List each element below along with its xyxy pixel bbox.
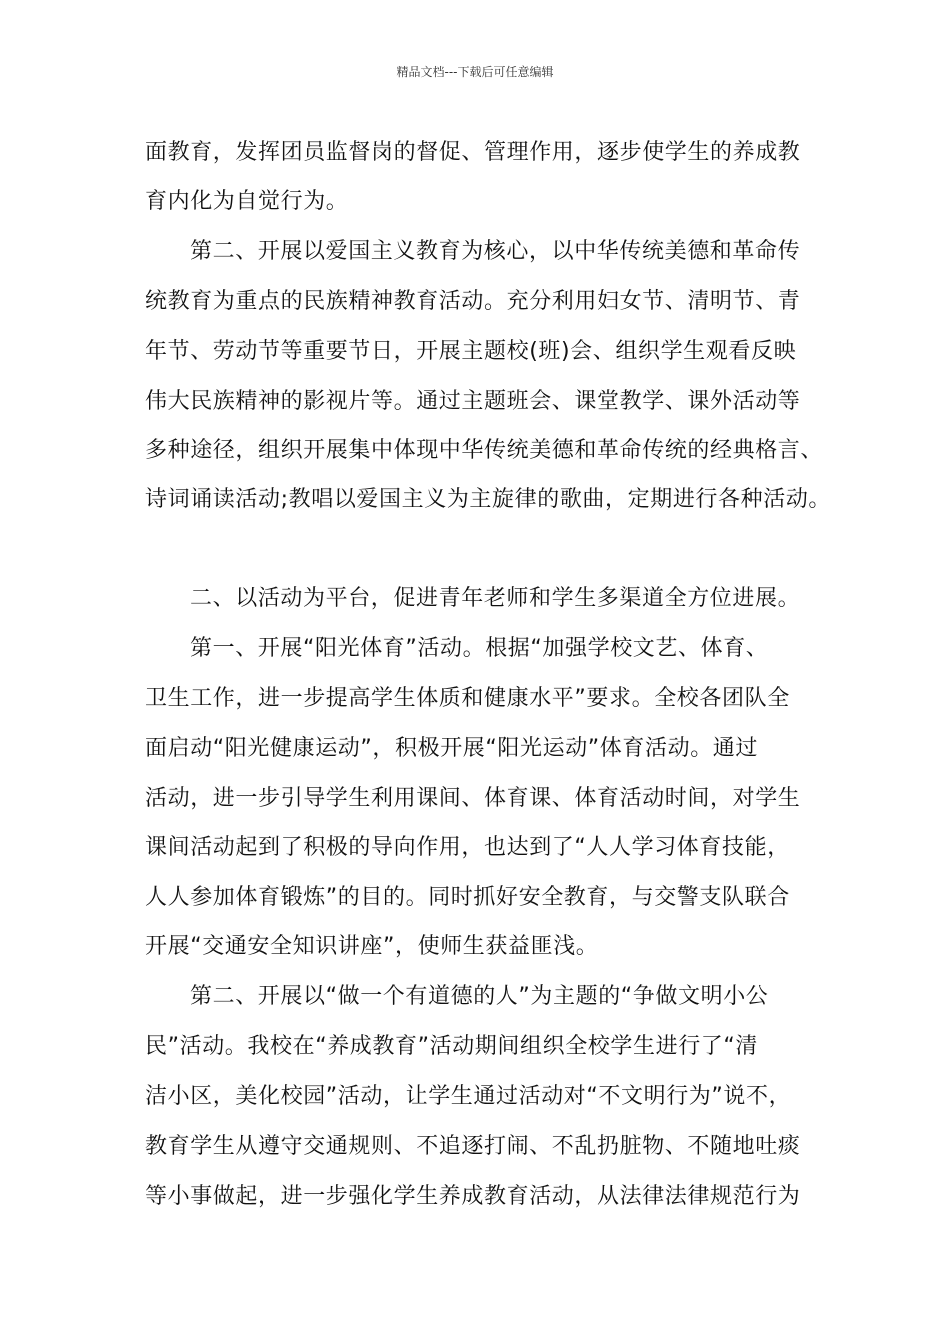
text-line: 育内化为自觉行为。 <box>145 189 349 214</box>
text-line: 活动，进一步引导学生利用课间、体育课、体育活动时间，对学生 <box>145 786 801 811</box>
text-line: 卫生工作，进一步提高学生体质和健康水平”要求。全校各团队全 <box>145 686 790 711</box>
text-line: 第一、开展“阳光体育”活动。根据“加强学校文艺、体育、 <box>190 636 769 661</box>
text-line: 民”活动。我校在“养成教育”活动期间组织全校学生进行了“清 <box>145 1034 758 1059</box>
text-line: 人人参加体育锻炼”的目的。同时抓好安全教育，与交警支队联合 <box>145 885 790 910</box>
text-line: 第二、开展以“做一个有道德的人”为主题的“争做文明小公 <box>190 984 769 1009</box>
text-line: 教育学生从遵守交通规则、不追逐打闹、不乱扔脏物、不随地吐痰 <box>145 1134 801 1159</box>
text-line: 开展“交通安全知识讲座”，使师生获益匪浅。 <box>145 934 599 959</box>
text-line: 等小事做起，进一步强化学生养成教育活动，从法律法律规范行为 <box>145 1184 801 1209</box>
text-line: 伟大民族精神的影视片等。通过主题班会、课堂教学、课外活动等 <box>145 389 801 414</box>
text-line: 年节、劳动节等重要节日，开展主题校(班)会、组织学生观看反映 <box>145 339 797 364</box>
text-line: 面教育，发挥团员监督岗的督促、管理作用，逐步使学生的养成教 <box>145 140 801 165</box>
text-line: 面启动“阳光健康运动”，积极开展“阳光运动”体育活动。通过 <box>145 736 758 761</box>
text-line: 诗词诵读活动;教唱以爱国主义为主旋律的歌曲，定期进行各种活动。 <box>145 487 832 512</box>
text-line: 课间活动起到了积极的导向作用，也达到了“人人学习体育技能， <box>145 835 790 860</box>
text-line: 多种途径，组织开展集中体现中华传统美德和革命传统的经典格言、 <box>145 438 824 463</box>
page-header: 精品文档---下载后可任意编辑 <box>396 65 554 79</box>
text-line: 统教育为重点的民族精神教育活动。充分利用妇女节、清明节、青 <box>145 289 801 314</box>
section-heading: 二、以活动为平台，促进青年老师和学生多渠道全方位进展。 <box>190 586 801 611</box>
text-line: 洁小区，美化校园”活动，让学生通过活动对“不文明行为”说不， <box>145 1084 792 1109</box>
text-line: 第二、开展以爱国主义教育为核心，以中华传统美德和革命传 <box>190 239 801 264</box>
